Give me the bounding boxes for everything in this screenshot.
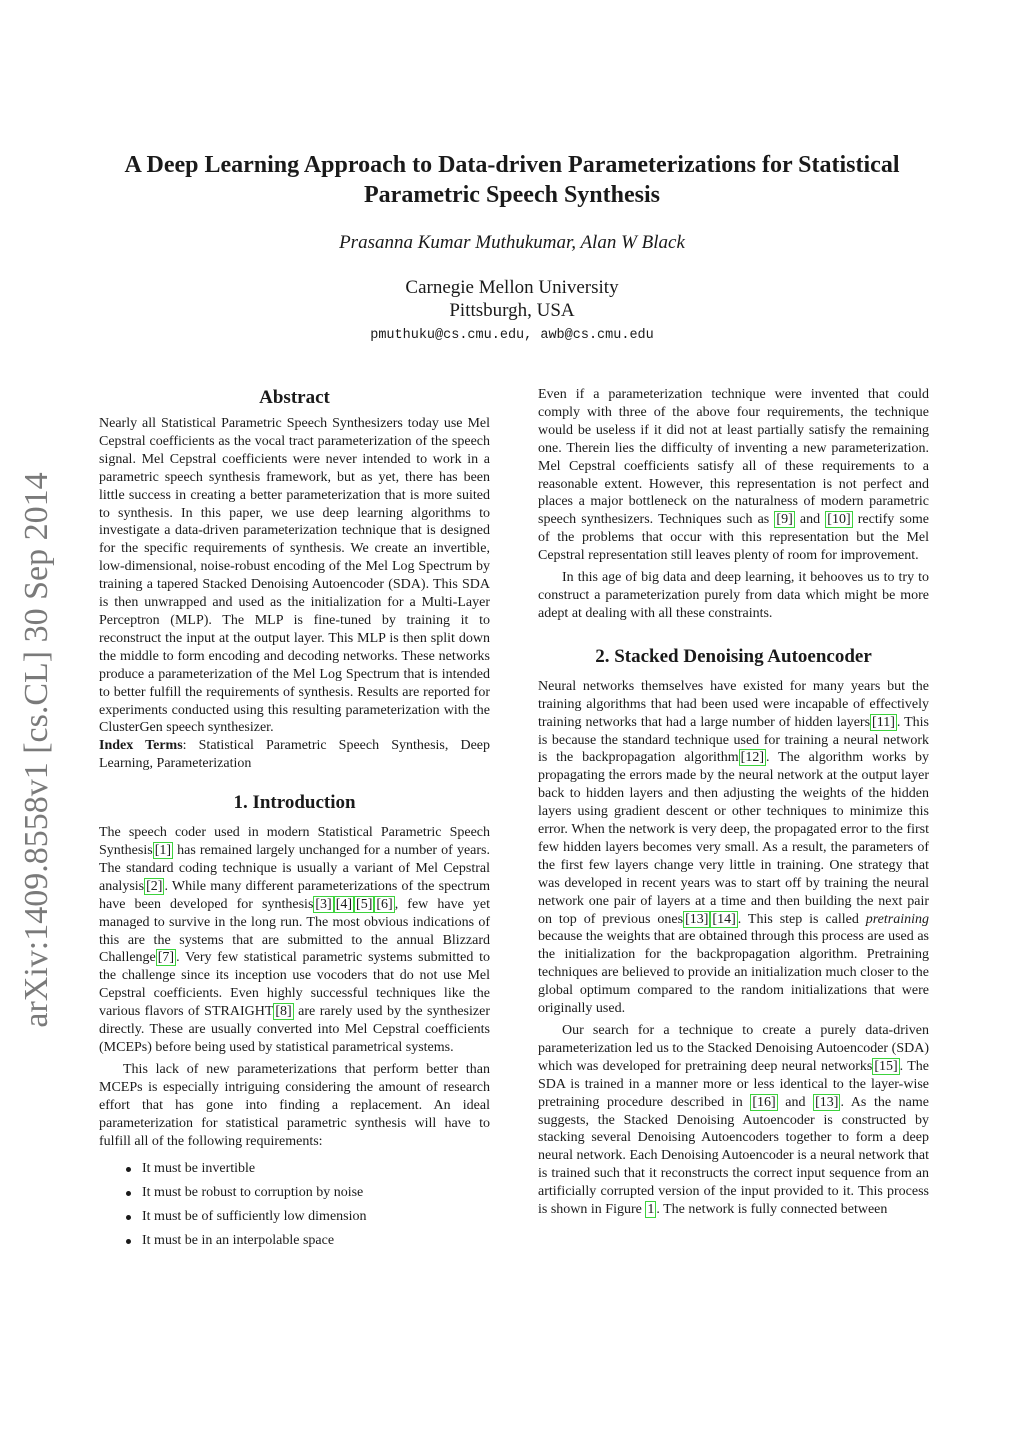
list-item [99, 1208, 490, 1226]
affiliation-line-2: Pittsburgh, USA [449, 300, 575, 321]
body-text: Our search for a technique to create a purely data-driven parameterization led us to the Stacked Denoising Autoencoder (SDA) which was developed for pretraining deep neural networks [538, 1023, 929, 1074]
body-text: and [794, 512, 826, 528]
intro-text: . While many different parameterizations of the spectrum have been developed for synthesis [99, 878, 490, 912]
bullet-icon [126, 1215, 131, 1220]
intro-heading: 1. Introduction [233, 792, 356, 814]
abstract-text: Nearly all Statistical Parametric Speech Synthesizers today use Mel Cepstral coefficients as the vocal tract parameterization of the speech signal. Mel Cepstral coefficients were never intended to work in a parametric speech synthesis framework, but as yet, there has been little success in creating a better parameterization that is more suited to synthesis. In this paper, we use deep learning algorithms to investigate a data-driven parameterization technique that is designed for the specific requirements of synthesis. We create an invertible, low-dimensional, noise-robust encoding of the Mel Log Spectrum by training a tapered Stacked Denoising Autoencoder (SDA). This SDA is then unwrapped and used as the initialization for a Multi-Layer Perceptron (MLP). The MLP is fine-tuned by training it to reconstruct the input at the output layer. This MLP is then split down the middle to form encoding and decoding networks. These networks produce a parameterization of the Mel Log Spectrum that is intended to better fulfill the requirements of synthesis. Results are reported for experiments conducted using this resulting parameterization with the ClusterGen speech synthesizer. [99, 416, 490, 736]
author-emails: pmuthuku@cs.cmu.edu, awb@cs.cmu.edu [370, 328, 654, 343]
bullet-icon [126, 1191, 131, 1196]
citation-link[interactable]: [1] [154, 843, 172, 859]
citation-link[interactable]: [6] [376, 896, 393, 912]
sda-heading: 2. Stacked Denoising Autoencoder [595, 645, 872, 667]
citation-link[interactable]: [16] [752, 1094, 776, 1110]
intro-paragraph-1 [99, 824, 490, 1057]
citation-link[interactable]: [2] [146, 878, 163, 894]
figure-link[interactable]: 1 [647, 1202, 655, 1218]
index-terms-text: : Statistical Parametric Speech Synthesis, Deep Learning, Parameterization [99, 738, 490, 772]
citation-link[interactable]: [9] [776, 512, 793, 528]
sda-paragraph-1 [538, 678, 929, 1018]
list-item [99, 1232, 490, 1250]
citation-link[interactable]: [8] [275, 1004, 292, 1020]
requirement-text: It must be in an interpolable space [142, 1233, 335, 1249]
body-text: . This is because the standard technique used for training a neural network is the backpropagation algorithm [538, 714, 930, 766]
affiliation [0, 276, 1024, 322]
intro-text: , few have yet managed to survive in the long run. The most obvious indications of this are the systems that are submitted to the annual Blizzard Challenge [99, 896, 490, 966]
intro-paragraph-2: This lack of new parameterizations that perform better than MCEPs is especially intriguing considering the amount of research effort that has gone into finding a replacement. An ideal parameterization for statistical parametric synthesis will have to fulfill all of the following requirements: [99, 1061, 490, 1149]
authors: Prasanna Kumar Muthukumar, Alan W Black [339, 232, 685, 253]
body-text: and [777, 1094, 814, 1110]
intro-text: are rarely used by the synthesizer directly. These are usually converted into Mel Cepstral coefficients (MCEPs) before being used by statistical parametrical systems. [99, 1004, 490, 1055]
left-column [99, 386, 490, 1256]
bullet-icon [126, 1167, 131, 1172]
citation-link[interactable]: [15] [874, 1058, 898, 1074]
list-item [99, 1184, 490, 1202]
requirement-text: It must be robust to corruption by noise [142, 1185, 364, 1201]
right-column [538, 386, 929, 1219]
citation-link[interactable]: [14] [712, 911, 736, 927]
sda-paragraph-2 [538, 1022, 929, 1219]
citation-link[interactable]: [7] [157, 950, 175, 966]
citation-link[interactable]: [3] [315, 896, 332, 912]
citation-link[interactable]: [5] [356, 896, 373, 912]
index-terms [99, 737, 490, 773]
body-text: rectify some of the problems that occur with this representation but the Mel Cepstral representation still leaves plenty of room for improvement. [538, 512, 929, 564]
intro-text: The speech coder used in modern Statistical Parametric Speech Synthesis [99, 825, 490, 859]
index-terms-label: Index Terms [99, 738, 183, 754]
requirements-paragraph [538, 386, 929, 565]
body-text: because the weights that are obtained through this process are used as the initialization for the backpropagation algorithm. Pretraining techniques are believed to provide an initialization much closer to the global optimum compared to the random initializations that were originally used. [538, 929, 929, 1017]
emphasis-pretraining: pretraining [865, 911, 929, 927]
citation-link[interactable]: [4] [335, 896, 353, 912]
requirements-list [99, 1160, 490, 1250]
list-item [99, 1160, 490, 1178]
paper-title [0, 150, 1024, 210]
intro-text: . Very few statistical parametric systems submitted to the challenge since its inception use vocoders that do not use Mel Cepstral coefficients. Even highly successful techniques like the various flavors of STRAIGHT [99, 950, 490, 1020]
requirement-text: It must be invertible [142, 1161, 256, 1177]
body-text: . The algorithm works by propagating the errors made by the neural network at the output layer back to hidden layers and then adjusting the weights of the hidden layers using gradient descent or other techniques to minimize this error. When the network is very deep, the propagated error to the first few hidden layers becomes very small. As a result, the parameters of the first few layers change very little in training. One strategy that was developed in recent years was to start off by training the neural network one pair of layers at a time and then building the next pair on top of previous ones [538, 750, 929, 927]
body-text: . As the name suggests, the Stacked Denoising Autoencoder is constructed by stacking several Denoising Autoencoders together to form a deep neural network. Each Denoising Autoencoder is a neural network that is trained such that it reconstructs the correct input sequence from an artificially corrupted version of the input provided to it. This process is shown in Figure [538, 1094, 929, 1218]
citation-link[interactable]: [11] [872, 714, 895, 730]
body-text: . The network is fully connected between [656, 1202, 888, 1218]
requirement-text: It must be of sufficiently low dimension [142, 1209, 367, 1225]
abstract-heading: Abstract [259, 387, 330, 408]
title-line-2: Parametric Speech Synthesis [364, 182, 660, 208]
body-text: Neural networks themselves have existed for many years but the training algorithms that had been used were incapable of effectively training networks that had a large number of hidden layers [538, 678, 929, 730]
citation-link[interactable]: [12] [740, 750, 764, 766]
arxiv-watermark: arXiv:1409.8558v1 [cs.CL] 30 Sep 2014 [18, 472, 55, 1028]
body-text: . The SDA is trained in a manner more or less identical to the layer-wise pretraining procedure described in [538, 1058, 930, 1110]
citation-link[interactable]: [10] [827, 512, 851, 528]
citation-link[interactable]: [13] [685, 911, 709, 927]
bullet-icon [126, 1239, 131, 1244]
title-line-1: A Deep Learning Approach to Data-driven Parameterizations for Statistical [124, 152, 900, 178]
intro-text: has remained largely unchanged for a number of years. The standard coding technique is usually a variant of Mel Cepstral analysis [99, 843, 490, 894]
affiliation-line-1: Carnegie Mellon University [405, 277, 619, 298]
body-text: Even if a parameterization technique were invented that could comply with three of the above four requirements, the technique would be useless if it did not at least partially satisfy the remaining one. Therein lies the difficulty of inventing a new parameterization. Mel Cepstral coefficients satisfy all of these requirements to a reasonable extent. However, this representation is not perfect and places a major bottleneck on the naturalness of modern parametric speech synthesizers. Techniques such as [538, 387, 929, 528]
body-text: . This step is called [737, 911, 866, 927]
big-data-paragraph: In this age of big data and deep learning, it behooves us to try to construct a parameterization purely from data which might be more adept at dealing with all these constraints. [538, 570, 929, 621]
citation-link[interactable]: [13] [815, 1094, 839, 1110]
